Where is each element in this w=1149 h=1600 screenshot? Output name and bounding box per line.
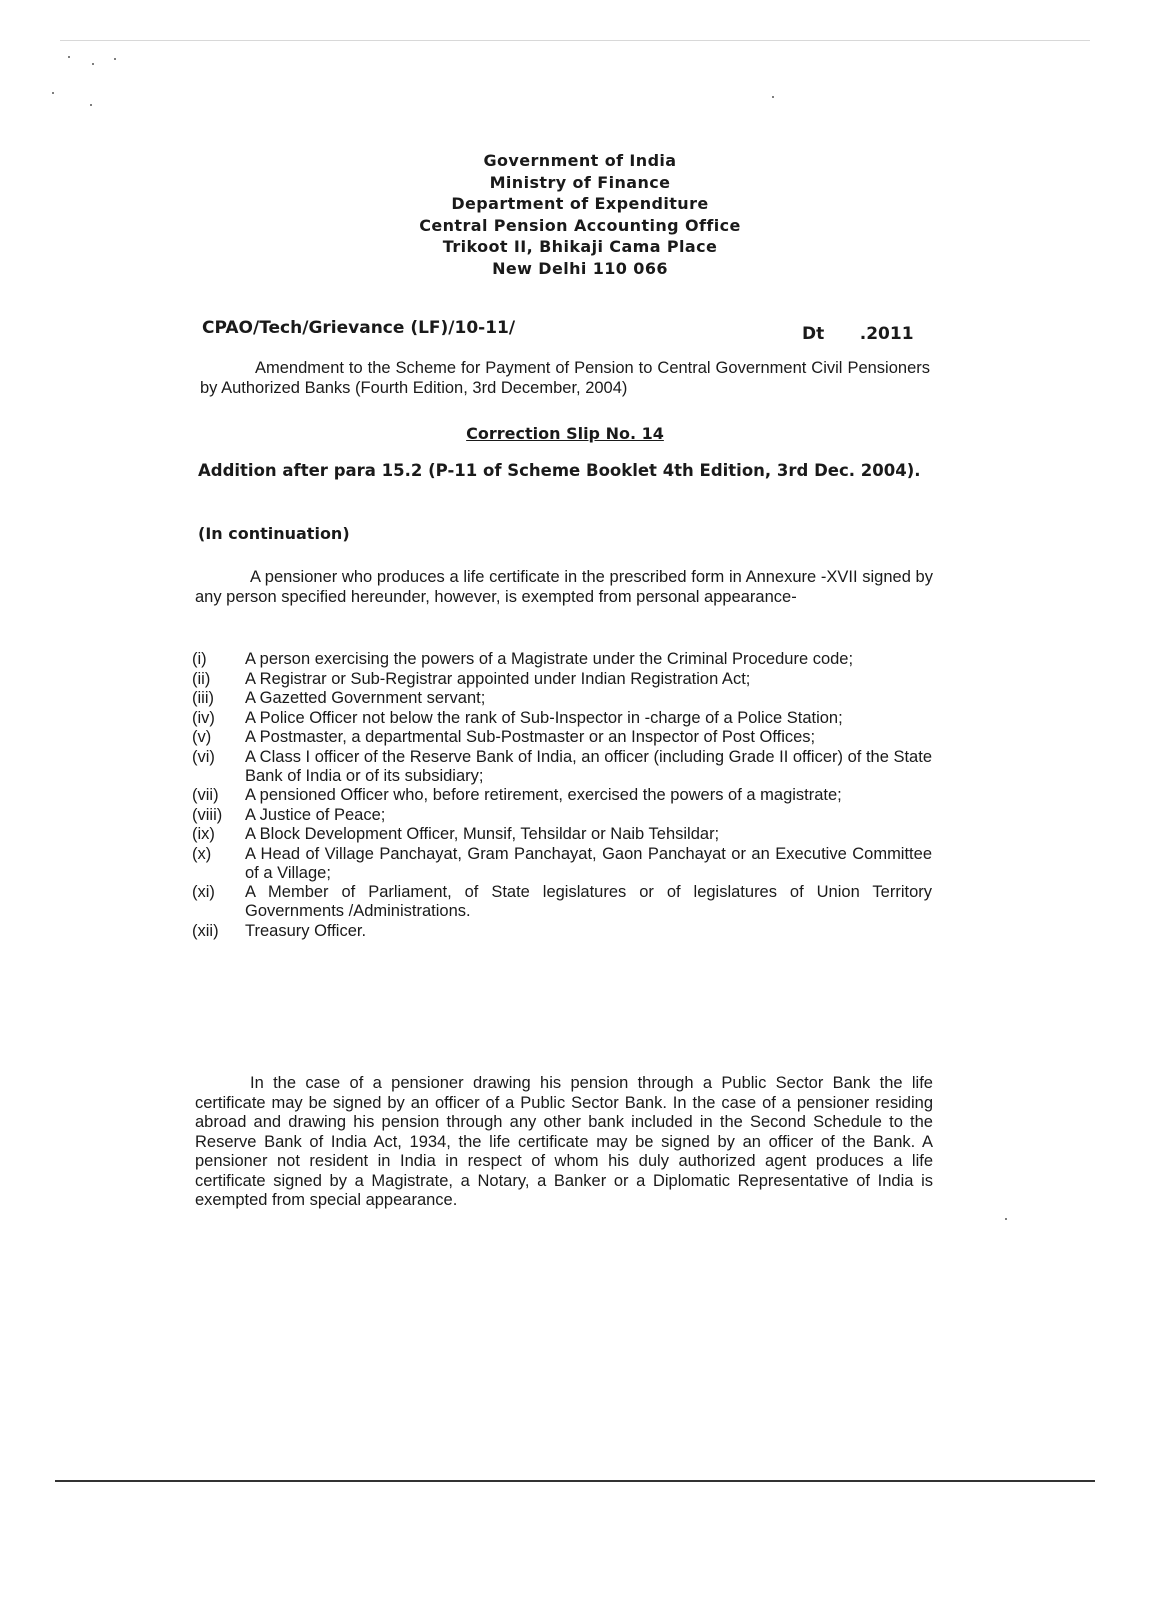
item-text: A Class I officer of the Reserve Bank of India, an officer (including Grade II officer) of the State Bank of India or of its subsidiary; — [245, 747, 932, 785]
list-item — [192, 922, 932, 941]
footer-rule — [55, 1480, 1095, 1482]
list-item — [192, 670, 932, 689]
item-text: A Block Development Officer, Munsif, Tehsildar or Naib Tehsildar; — [245, 825, 720, 843]
item-number: (ii) — [192, 669, 211, 688]
list-item — [192, 845, 932, 883]
item-number: (vi) — [192, 747, 215, 766]
reference-number: CPAO/Tech/Grievance (LF)/10-11/ — [202, 318, 516, 338]
scan-top-edge — [60, 40, 1090, 41]
correction-slip-heading: Correction Slip No. 14 — [466, 424, 664, 443]
item-number: (x) — [192, 844, 212, 863]
item-number: (xii) — [192, 921, 219, 940]
item-text: A Police Officer not below the rank of Sub-Inspector in -charge of a Police Station; — [245, 708, 843, 727]
item-text: A Member of Parliament, of State legislatures or of legislatures of Union Territory Governments /Administrations. — [245, 883, 932, 920]
list-item — [192, 883, 932, 921]
item-number: (v) — [192, 728, 212, 746]
letterhead-line: Government of India — [483, 151, 677, 170]
list-item — [192, 709, 932, 728]
list-item — [192, 786, 932, 805]
item-text: A Head of Village Panchayat, Gram Panchayat, Gaon Panchayat or an Executive Committee of a Village; — [245, 844, 932, 882]
item-text: A pensioned Officer who, before retirement, exercised the powers of a magistrate; — [245, 786, 842, 804]
letterhead — [380, 150, 780, 279]
closing-paragraph — [195, 1074, 933, 1211]
intro-paragraph — [195, 568, 933, 607]
letterhead-line: New Delhi 110 066 — [492, 258, 668, 278]
item-number: (xi) — [192, 883, 215, 901]
letterhead-line: Ministry of Finance — [489, 172, 671, 192]
item-number: (iii) — [192, 689, 214, 707]
exemption-list — [192, 650, 932, 941]
item-number: (viii) — [192, 805, 223, 824]
item-text: A Gazetted Government servant; — [245, 689, 486, 707]
letterhead-line: Trikoot II, Bhikaji Cama Place — [442, 237, 718, 256]
letterhead-line: Central Pension Accounting Office — [419, 215, 741, 235]
list-item — [192, 689, 932, 708]
item-number: (ix) — [192, 825, 215, 843]
continuation-label: (In continuation) — [198, 524, 350, 543]
list-item — [192, 748, 932, 786]
item-number: (iv) — [192, 708, 215, 727]
list-item — [192, 728, 932, 747]
list-item — [192, 806, 932, 825]
list-item — [192, 650, 932, 669]
intro-paragraph-text: A pensioner who produces a life certificate in the prescribed form in Annexure -XVII signed by any person specified hereunder, however, is exempted from personal appearance- — [195, 568, 933, 606]
item-number: (i) — [192, 650, 207, 668]
closing-paragraph-text: In the case of a pensioner drawing his pension through a Public Sector Bank the life certificate may be signed by an officer of a Public Sector Bank. In the case of a pensioner residing abroad and drawing his pension through any other bank included in the Second Schedule to the Reserve Bank of India Act, 1934, the life certificate may be signed by an officer of the Bank. A pensioner not resident in India in respect of whom his duly authorized agent produces a life certificate signed by a Magistrate, a Notary, a Banker or a Diplomatic Representative of India is exempted from special appearance. — [195, 1074, 933, 1209]
item-text: A Postmaster, a departmental Sub-Postmaster or an Inspector of Post Offices; — [245, 728, 816, 746]
item-text: A person exercising the powers of a Magistrate under the Criminal Procedure code; — [245, 650, 854, 668]
item-text: Treasury Officer. — [245, 921, 367, 940]
letterhead-line: Department of Expenditure — [451, 194, 709, 213]
addition-heading: Addition after para 15.2 (P-11 of Scheme Booklet 4th Edition, 3rd Dec. 2004). — [198, 461, 921, 480]
item-number: (vii) — [192, 786, 219, 804]
amendment-text: Amendment to the Scheme for Payment of Pension to Central Government Civil Pensioners by Authorized Banks (Fourth Edition, 3rd December, 2004) — [200, 359, 930, 397]
item-text: A Justice of Peace; — [245, 805, 386, 824]
amendment-title — [200, 358, 930, 398]
item-text: A Registrar or Sub-Registrar appointed under Indian Registration Act; — [245, 669, 751, 688]
reference-date: Dt .2011 — [802, 324, 914, 344]
list-item — [192, 825, 932, 844]
